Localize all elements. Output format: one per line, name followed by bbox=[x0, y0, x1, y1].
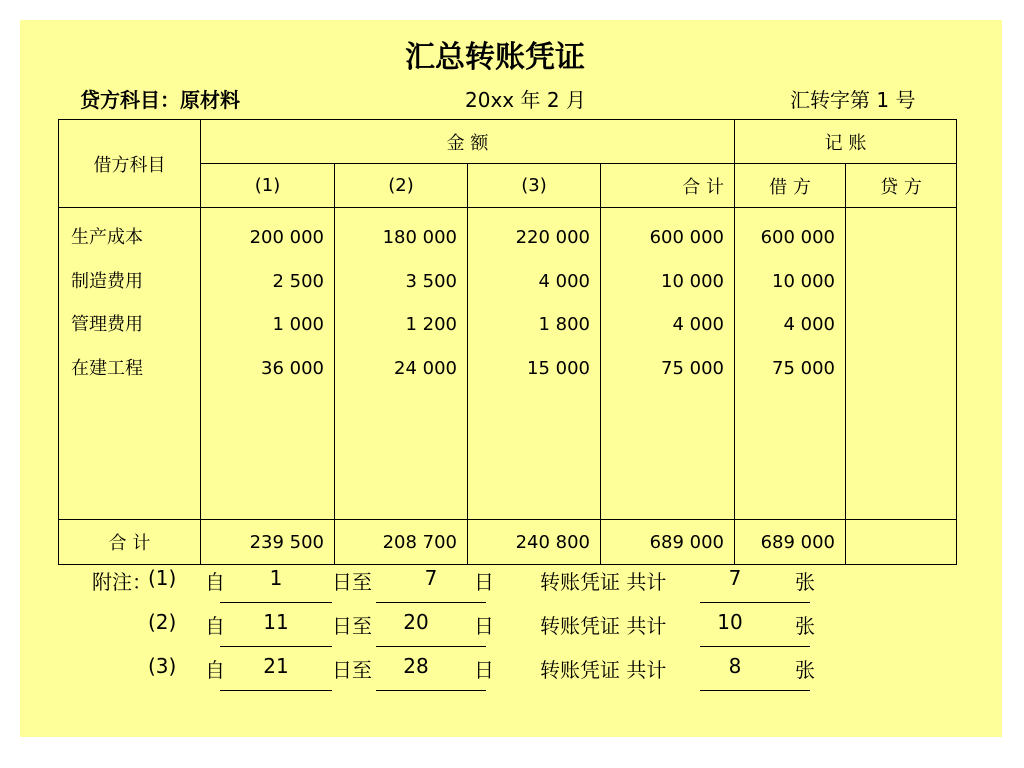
note-to-day: 28 bbox=[403, 654, 429, 678]
note-from-day: 1 bbox=[269, 566, 283, 590]
amount-cell: 1 200 bbox=[405, 314, 457, 335]
debit-values bbox=[735, 208, 846, 520]
note-from-day: 11 bbox=[263, 610, 289, 634]
col-1-values bbox=[201, 208, 335, 520]
amount-cell: 15 000 bbox=[527, 357, 590, 379]
debit-account-header: 借方科目 bbox=[59, 120, 201, 208]
account-name: 生产成本 bbox=[71, 227, 143, 248]
debit-header: 借 方 bbox=[735, 164, 846, 208]
voucher-number: 汇转字第 1 号 bbox=[790, 88, 916, 112]
amount-cell: 4 000 bbox=[783, 314, 835, 335]
amount-cell: 180 000 bbox=[382, 227, 457, 248]
note-from-label: 自 bbox=[205, 570, 225, 594]
amount-cell: 4 000 bbox=[538, 270, 590, 292]
sum-col-3: 240 800 bbox=[468, 520, 601, 565]
underline bbox=[220, 602, 332, 603]
note-day-label: 日 bbox=[474, 614, 494, 638]
sum-credit bbox=[846, 520, 957, 565]
voucher-table bbox=[58, 119, 957, 565]
note-day-label: 日 bbox=[474, 570, 494, 594]
col-2-values bbox=[335, 208, 468, 520]
col-3-header: (3) bbox=[468, 164, 601, 208]
note-to-label: 日至 bbox=[332, 614, 372, 638]
col-3-values bbox=[468, 208, 601, 520]
amount-cell: 4 000 bbox=[672, 314, 724, 335]
total-header: 合 计 bbox=[601, 164, 735, 208]
amount-cell: 600 000 bbox=[760, 227, 835, 248]
amount-cell: 3 500 bbox=[405, 270, 457, 292]
sum-col-1: 239 500 bbox=[201, 520, 335, 565]
note-to-label: 日至 bbox=[332, 658, 372, 682]
note-unit: 张 bbox=[795, 570, 815, 594]
note-count: 10 bbox=[717, 610, 743, 634]
underline bbox=[220, 690, 332, 691]
amount-cell: 1 800 bbox=[538, 314, 590, 335]
credit-account-label: 贷方科目：原材料 bbox=[80, 88, 240, 112]
table-body bbox=[59, 208, 957, 520]
account-name: 管理费用 bbox=[71, 314, 143, 335]
note-from-label: 自 bbox=[205, 614, 225, 638]
note-text: 转账凭证 共计 bbox=[540, 614, 667, 638]
note-unit: 张 bbox=[795, 614, 815, 638]
amount-cell: 200 000 bbox=[249, 227, 324, 248]
col-2-header: (2) bbox=[335, 164, 468, 208]
account-name: 在建工程 bbox=[71, 357, 143, 379]
sum-debit: 689 000 bbox=[735, 520, 846, 565]
notes-prefix: 附注： bbox=[92, 570, 152, 594]
voucher-period: 20xx 年 2 月 bbox=[465, 88, 586, 112]
note-index: (1) bbox=[148, 566, 177, 590]
note-text: 转账凭证 共计 bbox=[540, 570, 667, 594]
amount-cell: 75 000 bbox=[772, 357, 835, 379]
underline bbox=[700, 602, 810, 603]
sum-col-2: 208 700 bbox=[335, 520, 468, 565]
underline bbox=[376, 690, 486, 691]
account-column bbox=[59, 208, 201, 520]
amount-cell: 2 500 bbox=[272, 270, 324, 292]
note-unit: 张 bbox=[795, 658, 815, 682]
amount-cell: 24 000 bbox=[394, 357, 457, 379]
amount-header: 金 额 bbox=[201, 120, 735, 164]
underline bbox=[376, 646, 486, 647]
sum-label: 合 计 bbox=[59, 520, 201, 565]
note-to-day: 7 bbox=[424, 566, 438, 590]
amount-cell: 600 000 bbox=[649, 227, 724, 248]
note-count: 7 bbox=[728, 566, 742, 590]
account-name: 制造费用 bbox=[71, 270, 143, 292]
note-to-day: 20 bbox=[403, 610, 429, 634]
sum-row bbox=[59, 520, 957, 565]
note-index: (2) bbox=[148, 610, 177, 634]
note-text: 转账凭证 共计 bbox=[540, 658, 667, 682]
underline bbox=[700, 646, 810, 647]
posting-header: 记 账 bbox=[735, 120, 957, 164]
underline bbox=[220, 646, 332, 647]
note-index: (3) bbox=[148, 654, 177, 678]
amount-cell: 1 000 bbox=[272, 314, 324, 335]
note-count: 8 bbox=[728, 654, 742, 678]
note-day-label: 日 bbox=[474, 658, 494, 682]
note-from-label: 自 bbox=[205, 658, 225, 682]
sum-total: 689 000 bbox=[601, 520, 735, 565]
amount-cell: 220 000 bbox=[515, 227, 590, 248]
total-values bbox=[601, 208, 735, 520]
credit-values bbox=[846, 208, 957, 520]
amount-cell: 10 000 bbox=[772, 270, 835, 292]
col-1-header: (1) bbox=[201, 164, 335, 208]
amount-cell: 10 000 bbox=[661, 270, 724, 292]
amount-cell: 75 000 bbox=[661, 357, 724, 379]
note-from-day: 21 bbox=[263, 654, 289, 678]
underline bbox=[700, 690, 810, 691]
voucher-title: 汇总转账凭证 bbox=[405, 40, 585, 75]
credit-header: 贷 方 bbox=[846, 164, 957, 208]
amount-cell: 36 000 bbox=[261, 357, 324, 379]
underline bbox=[376, 602, 486, 603]
note-to-label: 日至 bbox=[332, 570, 372, 594]
